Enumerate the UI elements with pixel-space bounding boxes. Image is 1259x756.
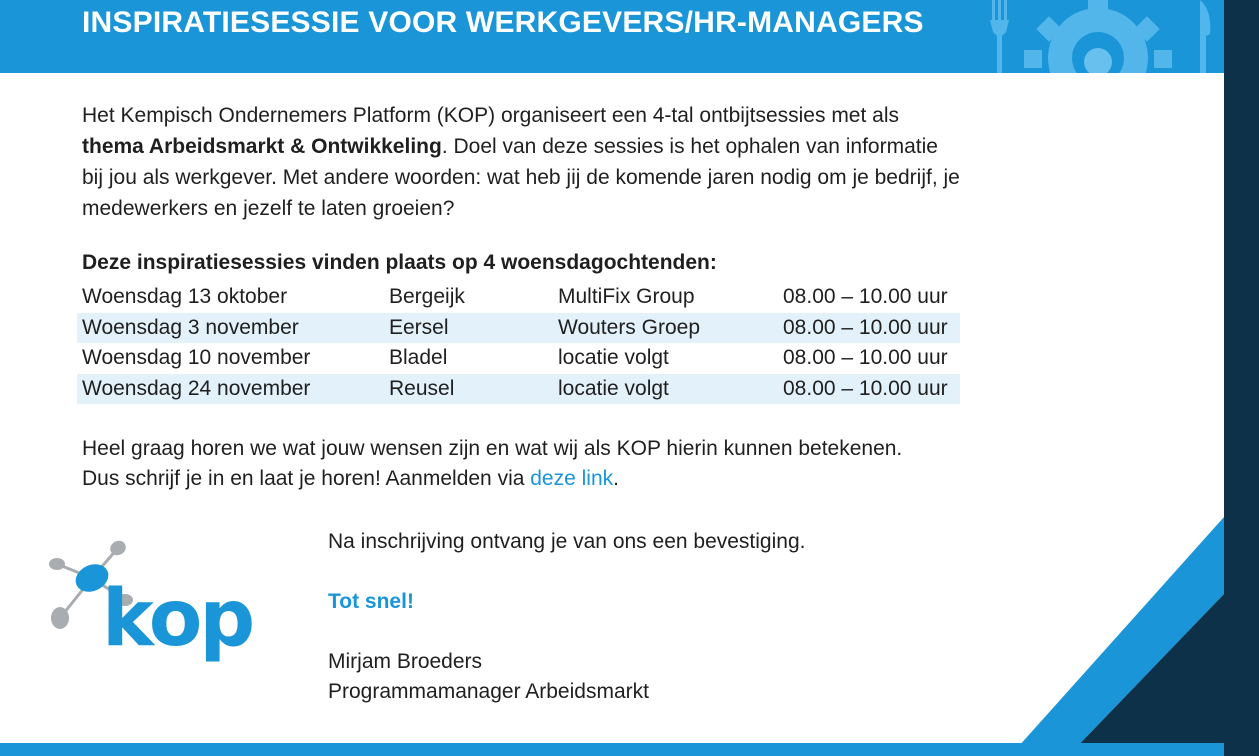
row-location: MultiFix Group <box>558 285 695 308</box>
signup-link[interactable]: deze link <box>530 467 614 490</box>
fork-gear-decoration-icon <box>980 0 1224 73</box>
schedule-table <box>77 282 960 404</box>
signature-name: Mirjam Broeders <box>328 650 483 673</box>
intro-paragraph <box>82 100 962 224</box>
intro-text-1: Het Kempisch Ondernemers Platform (KOP) organiseert een 4-tal ontbijtsessies met als <box>82 104 900 127</box>
row-time: 08.00 – 10.00 uur <box>783 346 948 369</box>
row-date: Woensdag 13 oktober <box>82 285 288 308</box>
signature-role: Programmamanager Arbeidsmarkt <box>328 680 649 703</box>
header-banner <box>0 0 1224 73</box>
row-location: locatie volgt <box>558 376 669 400</box>
outro-line-1: Heel graag horen we wat jouw wensen zijn en wat wij als KOP hierin kunnen betekenen. <box>82 437 903 460</box>
table-row <box>77 343 960 374</box>
page-title: INSPIRATIESESSIE VOOR WERKGEVERS/HR-MANAGERS <box>82 6 924 39</box>
row-place: Bladel <box>389 346 448 369</box>
kop-logo <box>40 532 270 692</box>
intro-theme-bold: thema Arbeidsmarkt & Ontwikkeling <box>82 135 442 158</box>
outro-line-2-suffix: . <box>613 467 619 490</box>
row-date: Woensdag 24 november <box>82 376 311 400</box>
outro-paragraph <box>82 434 902 494</box>
table-row <box>77 282 960 313</box>
row-place: Eersel <box>389 315 449 339</box>
outro-line-2 <box>82 464 902 494</box>
greeting-text: Tot snel! <box>328 590 414 613</box>
intro-text-2: . Doel van deze sessies is het ophalen van informatie bij jou als werkgever. Met andere woorden: wat heb jij de komende jaren nodig om je bedrijf, je medewerkers en jezelf te laten groeien? <box>82 135 960 220</box>
schedule-heading: Deze inspiratiesessies vinden plaats op 4 woensdagochtenden: <box>82 251 717 274</box>
row-location: Wouters Groep <box>558 315 701 339</box>
right-edge-band <box>1224 0 1259 756</box>
table-row <box>77 313 960 344</box>
row-date: Woensdag 3 november <box>82 315 299 339</box>
outro-line-2-prefix: Dus schrijf je in en laat je horen! Aanmelden via <box>82 467 531 490</box>
row-place: Reusel <box>389 376 455 400</box>
row-time: 08.00 – 10.00 uur <box>783 376 948 400</box>
row-time: 08.00 – 10.00 uur <box>783 285 948 308</box>
logo-wordmark: kop <box>102 574 253 664</box>
row-date: Woensdag 10 november <box>82 346 311 369</box>
row-place: Bergeijk <box>389 285 465 308</box>
bottom-bar <box>0 743 1224 756</box>
confirmation-text: Na inschrijving ontvang je van ons een bevestiging. <box>328 530 806 553</box>
closing-block <box>328 527 805 707</box>
row-time: 08.00 – 10.00 uur <box>783 315 948 339</box>
table-row <box>77 374 960 405</box>
row-location: locatie volgt <box>558 346 669 369</box>
